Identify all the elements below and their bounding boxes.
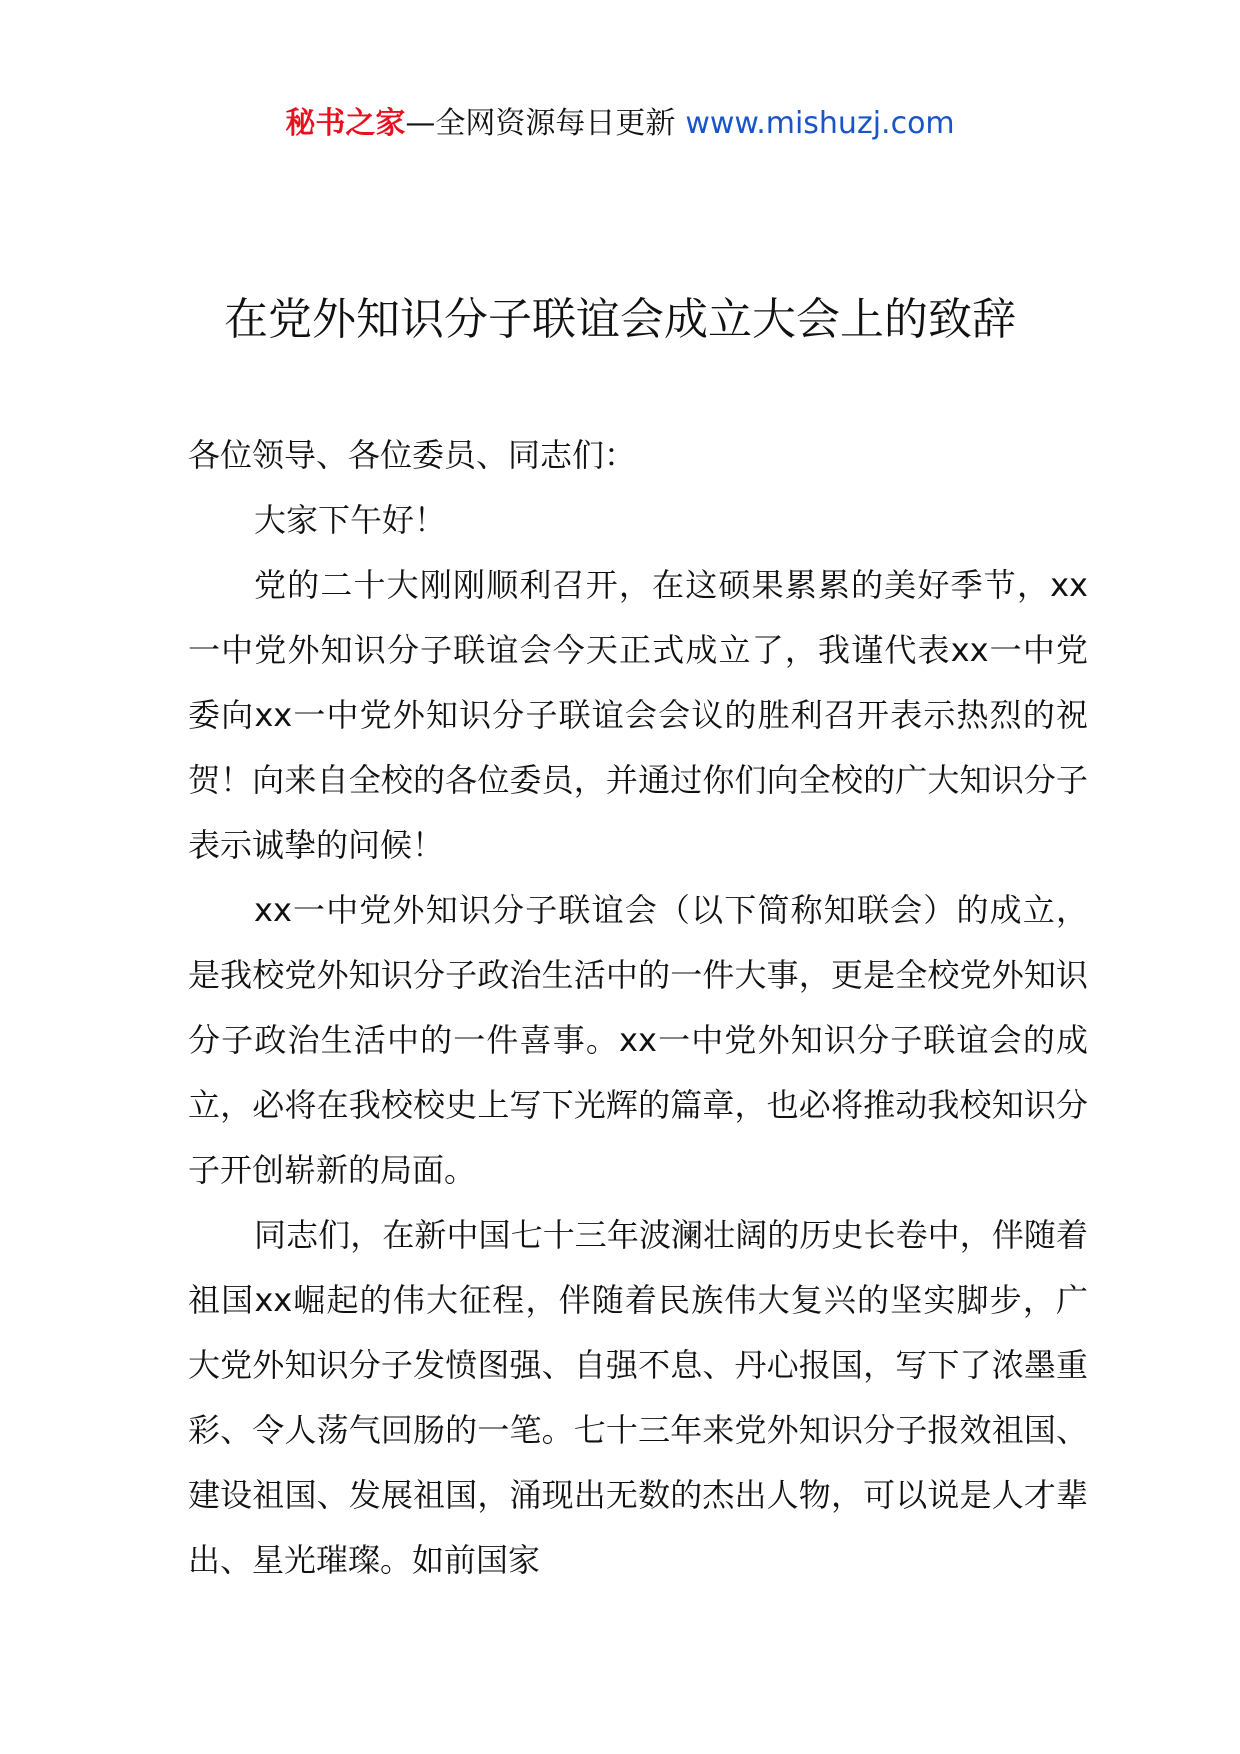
site-header <box>0 100 1240 148</box>
paragraph-greeting: 大家下午好！ <box>254 501 447 539</box>
document-body <box>188 423 1088 1593</box>
paragraph: xx一中党外知识分子联谊会（以下简称知联会）的成立，是我校党外知识分子政治生活中的一件大事，更是全校党外知识分子政治生活中的一件喜事。xx一中党外知识分子联谊会的成立，必将在我校校史上写下光辉的篇章，也必将推动我校知识分子开创崭新的局面。 <box>188 891 1088 1189</box>
site-url-link[interactable]: www.mishuzj.com <box>685 106 955 141</box>
site-brand: 秘书之家 <box>285 106 406 141</box>
paragraph: 党的二十大刚刚顺利召开，在这硕果累累的美好季节，xx一中党外知识分子联谊会今天正式成立了，我谨代表xx一中党委向xx一中党外知识分子联谊会会议的胜利召开表示热烈的祝贺！向来自全校的各位委员，并通过你们向全校的广大知识分子表示诚挚的问候！ <box>188 566 1088 864</box>
document-title: 在党外知识分子联谊会成立大会上的致辞 <box>224 294 1016 345</box>
paragraph: 同志们，在新中国七十三年波澜壮阔的历史长卷中，伴随着祖国xx崛起的伟大征程，伴随着民族伟大复兴的坚实脚步，广大党外知识分子发愤图强、自强不息、丹心报国，写下了浓墨重彩、令人荡气回肠的一笔。七十三年来党外知识分子报效祖国、建设祖国、发展祖国，涌现出无数的杰出人物，可以说是人才辈出、星光璀璨。如前国家 <box>188 1216 1088 1579</box>
salutation: 各位领导、各位委员、同志们： <box>188 436 637 474</box>
site-slogan: —全网资源每日更新 <box>405 106 676 141</box>
